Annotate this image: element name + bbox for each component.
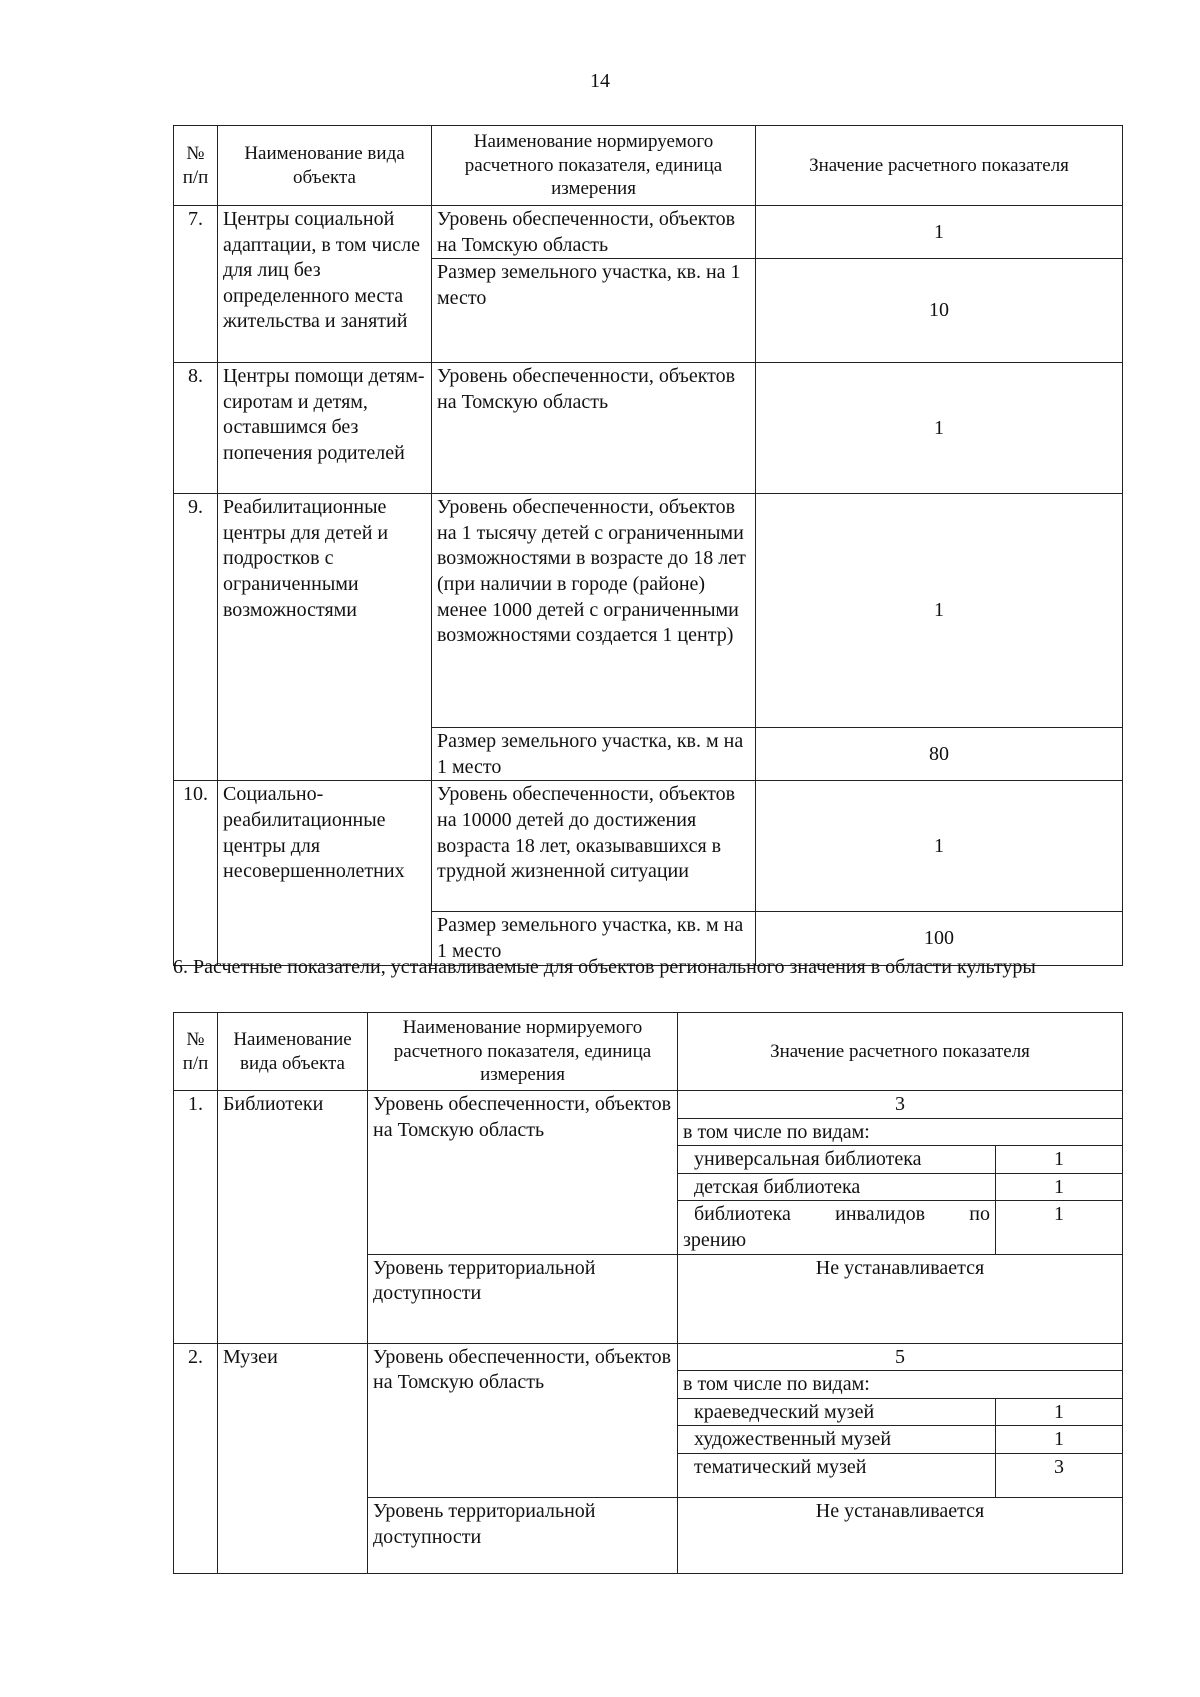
row-total-value: 5: [678, 1343, 1123, 1371]
type-count: 1: [996, 1398, 1123, 1426]
type-name: универсальная библиотека: [678, 1146, 996, 1174]
row-total-value: 3: [678, 1091, 1123, 1119]
type-word: по: [969, 1203, 990, 1226]
row-object: Музеи: [218, 1343, 368, 1573]
header-num: № п/п: [174, 1013, 218, 1091]
row-value: 1: [756, 781, 1123, 912]
section-heading: 6. Расчетные показатели, устанавливаемые для объектов регионального значения в области культуры: [173, 956, 1036, 978]
header-indicator: Наименование нормируемого расчетного показателя, единица измерения: [432, 126, 756, 206]
type-word: библиотека: [694, 1203, 791, 1226]
type-count: 3: [996, 1453, 1123, 1497]
row-indicator: Уровень обеспеченности, объектов на 10000 детей до достижения возраста 18 лет, оказывавшихся в трудной жизненной ситуации: [432, 781, 756, 912]
type-name: [678, 1201, 996, 1254]
table-header-row: [174, 126, 1123, 206]
type-count: 1: [996, 1146, 1123, 1174]
table-row: [174, 1343, 1123, 1371]
row-object: Социально-реабилитационные центры для несовершеннолетних: [218, 781, 432, 965]
header-object-type: Наименование вида объекта: [218, 1013, 368, 1091]
row-indicator: Уровень территориальной доступности: [368, 1254, 678, 1343]
row-indicator: Размер земельного участка, кв. на 1 место: [432, 259, 756, 363]
row-indicator: Уровень обеспеченности, объектов на Томскую область: [432, 206, 756, 259]
row-value: 10: [756, 259, 1123, 363]
row-num: 10.: [174, 781, 218, 965]
by-type-label: в том числе по видам:: [678, 1371, 1123, 1399]
page-number: 14: [590, 70, 610, 92]
type-name: детская библиотека: [678, 1173, 996, 1201]
row-object: Реабилитационные центры для детей и подростков с ограниченными возможностями: [218, 494, 432, 781]
header-indicator: Наименование нормируемого расчетного показателя, единица измерения: [368, 1013, 678, 1091]
type-count: 1: [996, 1426, 1123, 1454]
header-value: Значение расчетного показателя: [756, 126, 1123, 206]
type-count: 1: [996, 1173, 1123, 1201]
header-num: № п/п: [174, 126, 218, 206]
type-word: зрению: [683, 1228, 747, 1251]
table-row: [174, 781, 1123, 912]
row-num: 7.: [174, 206, 218, 363]
table-row: [174, 206, 1123, 259]
type-name: тематический музей: [678, 1453, 996, 1497]
row-indicator: Уровень обеспеченности, объектов на Томскую область: [432, 363, 756, 494]
row-indicator: Размер земельного участка, кв. м на 1 место: [432, 912, 756, 965]
row-num: 1.: [174, 1091, 218, 1344]
row-indicator: Уровень обеспеченности, объектов на Томскую область: [368, 1091, 678, 1255]
table-row: [174, 363, 1123, 494]
row-value: 1: [756, 494, 1123, 728]
row-value: Не устанавливается: [678, 1254, 1123, 1343]
row-num: 2.: [174, 1343, 218, 1573]
row-object: Центры социальной адаптации, в том числе для лиц без определенного места жительства и занятий: [218, 206, 432, 363]
row-indicator: Размер земельного участка, кв. м на 1 место: [432, 728, 756, 781]
row-value: 100: [756, 912, 1123, 965]
table-row: [174, 1091, 1123, 1119]
row-object: Центры помощи детям-сиротам и детям, оставшимся без попечения родителей: [218, 363, 432, 494]
row-indicator: Уровень обеспеченности, объектов на 1 тысячу детей с ограниченными возможностями в возрасте до 18 лет (при наличии в городе (районе) менее 1000 детей с ограниченными возможностями создается 1 центр): [432, 494, 756, 728]
by-type-label: в том числе по видам:: [678, 1118, 1123, 1146]
header-object-type: Наименование вида объекта: [218, 126, 432, 206]
type-word: инвалидов: [835, 1203, 926, 1226]
culture-objects-table: [173, 1012, 1123, 1574]
social-services-table: [173, 125, 1123, 966]
row-num: 9.: [174, 494, 218, 781]
row-value: 1: [756, 363, 1123, 494]
row-value: 80: [756, 728, 1123, 781]
row-indicator: Уровень обеспеченности, объектов на Томскую область: [368, 1343, 678, 1497]
table-header-row: [174, 1013, 1123, 1091]
row-num: 8.: [174, 363, 218, 494]
type-count: 1: [996, 1201, 1123, 1254]
row-value: 1: [756, 206, 1123, 259]
row-object: Библиотеки: [218, 1091, 368, 1344]
row-indicator: Уровень территориальной доступности: [368, 1497, 678, 1573]
type-name: краеведческий музей: [678, 1398, 996, 1426]
type-name: художественный музей: [678, 1426, 996, 1454]
table-row: [174, 494, 1123, 728]
header-value: Значение расчетного показателя: [678, 1013, 1123, 1091]
row-value: Не устанавливается: [678, 1497, 1123, 1573]
